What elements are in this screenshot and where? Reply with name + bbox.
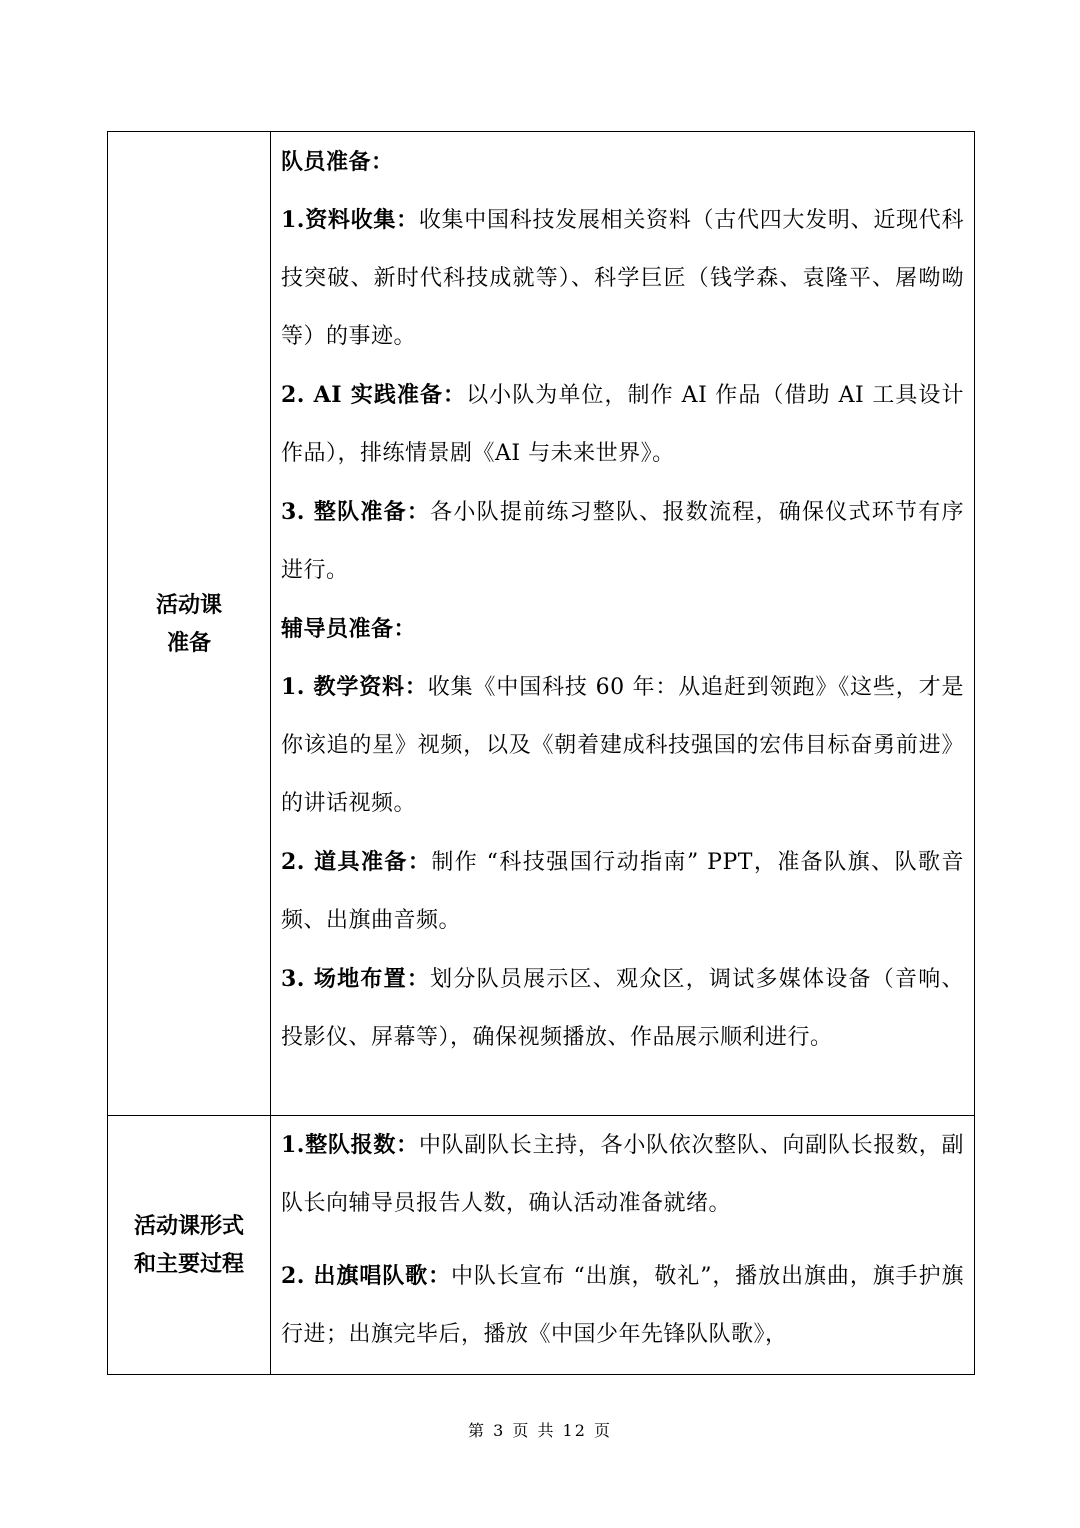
- item-title: 2. 出旗唱队歌：: [281, 1263, 452, 1289]
- item-title: 3. 整队准备：: [281, 499, 431, 525]
- item-text: 各小队提前练习整队、报数流程，确保仪式环节有序进行。: [281, 500, 964, 583]
- item-text: 中队长宣布 “出旗，敬礼”，播放出旗曲，旗手护旗行进；出旗完毕后，播放《中国少年先锋队队歌》，: [281, 1264, 964, 1347]
- activity-plan-table: [107, 131, 975, 1375]
- process-item: [281, 1116, 964, 1233]
- row-label-process: [108, 1116, 271, 1375]
- page-footer: 第 3 页 共 12 页: [468, 1421, 612, 1440]
- item-title: 3. 场地布置：: [281, 966, 431, 992]
- process-item: [281, 1247, 964, 1364]
- item-text: 划分队员展示区、观众区，调试多媒体设备（音响、投影仪、屏幕等），确保视频播放、作品展示顺利进行。: [281, 967, 964, 1050]
- item-text: 中队副队长主持，各小队依次整队、向副队长报数，副队长向辅导员报告人数，确认活动准备就绪。: [281, 1133, 964, 1216]
- counselor-prep-item: [281, 950, 964, 1067]
- item-text: 收集中国科技发展相关资料（古代四大发明、近现代科技突破、新时代科技成就等）、科学巨匠（钱学森、袁隆平、屠呦呦等）的事迹。: [281, 208, 964, 349]
- counselor-prep-item: [281, 658, 964, 833]
- item-title: 1.资料收集：: [281, 207, 419, 233]
- table-row-process: [108, 1116, 975, 1375]
- item-text: 收集《中国科技 60 年：从追赶到领跑》《这些，才是你该追的星》视频，以及《朝着建成科技强国的宏伟目标奋勇前进》的讲话视频。: [281, 675, 964, 816]
- team-prep-item: [281, 483, 964, 600]
- item-title: 1. 教学资料：: [281, 674, 428, 700]
- table-row-preparation: [108, 132, 975, 1116]
- paragraph-gap: [281, 1233, 964, 1247]
- label-line: 和主要过程: [133, 1251, 244, 1277]
- item-title: 2. AI 实践准备：: [281, 382, 467, 408]
- label-line: 准备: [166, 629, 211, 656]
- label-line: 活动课: [155, 591, 222, 618]
- team-prep-heading: 队员准备：: [281, 149, 394, 175]
- label-line: 活动课形式: [133, 1213, 244, 1239]
- counselor-prep-item: [281, 833, 964, 950]
- row-label-preparation: [108, 132, 271, 1116]
- counselor-prep-heading: 辅导员准备：: [281, 616, 417, 642]
- item-title: 2. 道具准备：: [281, 849, 432, 875]
- item-text: 制作 “科技强国行动指南” PPT，准备队旗、队歌音频、出旗曲音频。: [281, 850, 964, 933]
- team-prep-item: [281, 191, 964, 366]
- process-content: [271, 1116, 975, 1375]
- item-text: 以小队为单位，制作 AI 作品（借助 AI 工具设计作品），排练情景剧《AI 与未来世界》。: [281, 383, 964, 466]
- item-title: 1.整队报数：: [281, 1132, 419, 1158]
- team-prep-item: [281, 366, 964, 483]
- preparation-content: [271, 132, 975, 1116]
